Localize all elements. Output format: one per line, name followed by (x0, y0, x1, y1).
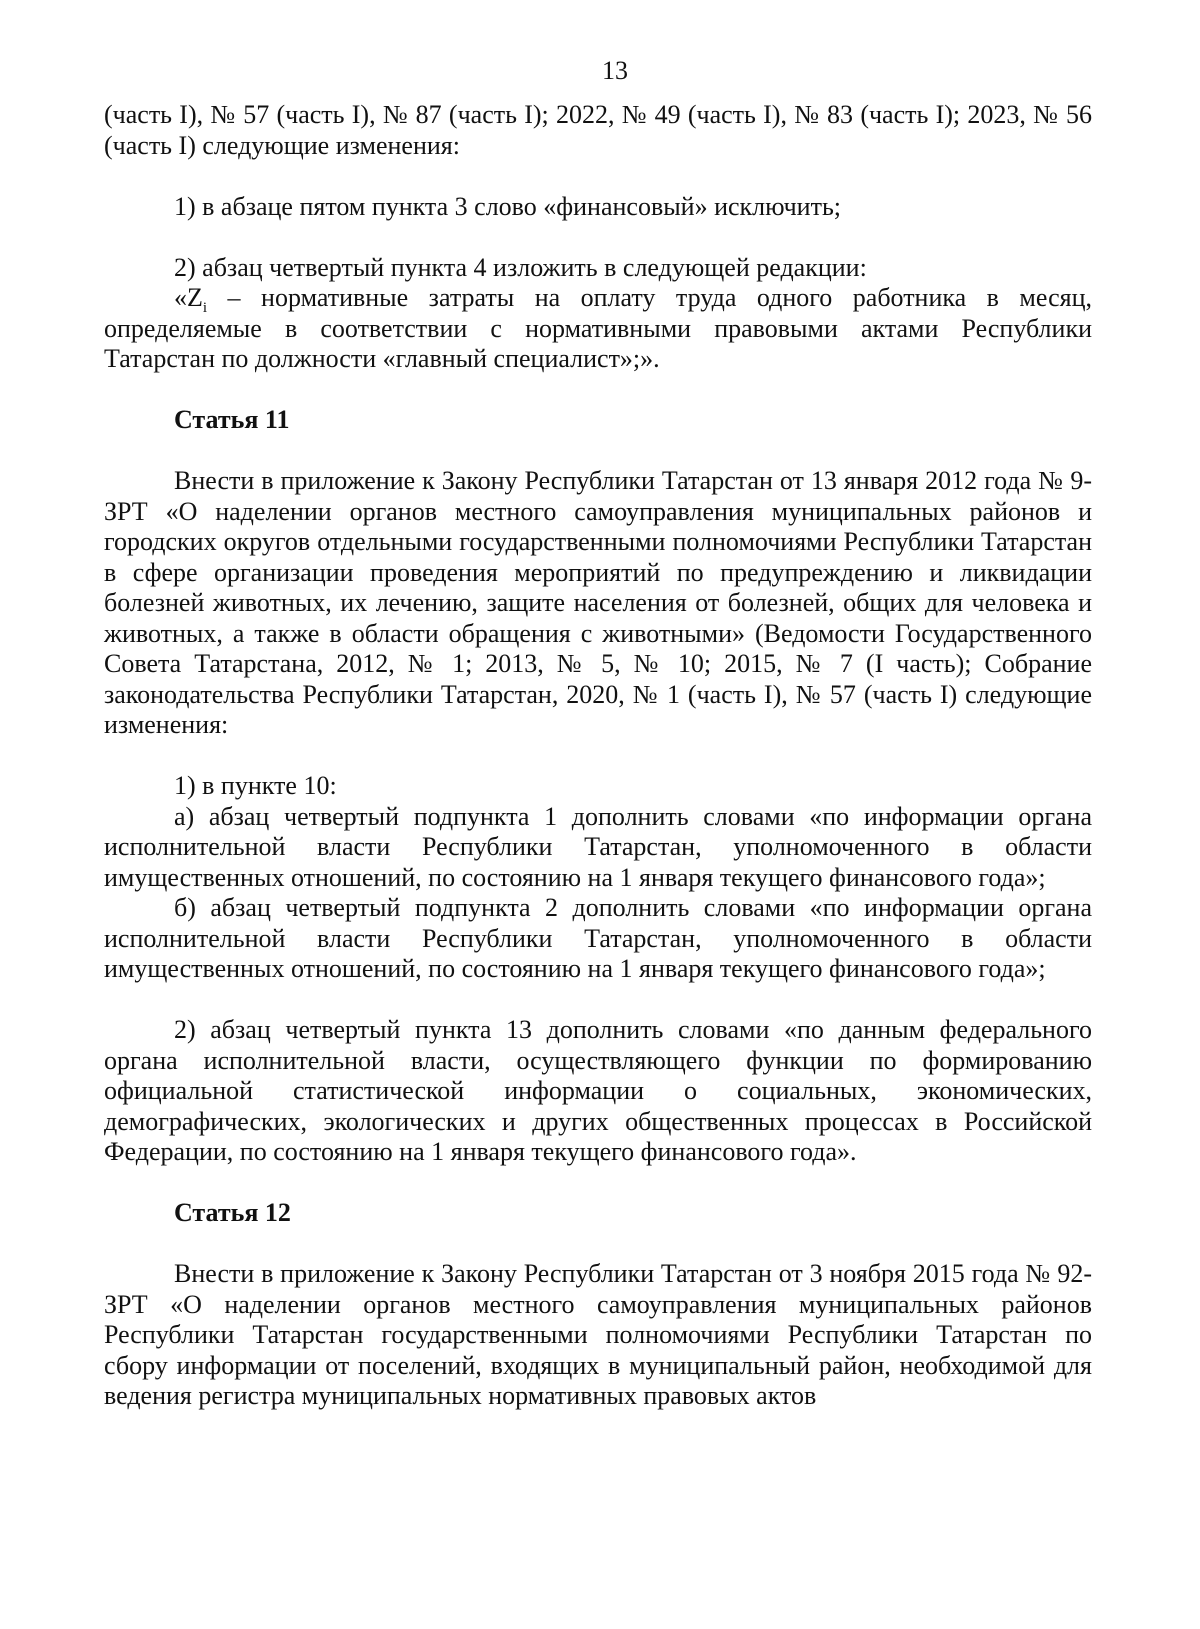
article-11-item-1b: б) абзац четвертый подпункта 2 дополнить словами «по информации органа исполнительной власти Республики Татарстан, уполномоченного в области имущественных отношений, по состоянию на 1 января текущего финансового года»; (104, 893, 1092, 983)
quote-open: «Z (174, 283, 203, 312)
prev-item-1: 1) в абзаце пятом пункта 3 слово «финансовый» исключить; (174, 191, 842, 221)
document-body (104, 100, 1092, 1412)
quoted-definition (104, 283, 1092, 375)
article-11-item-1a: а) абзац четвертый подпункта 1 дополнить словами «по информации органа исполнительной власти Республики Татарстан, уполномоченного в области имущественных отношений, по состоянию на 1 января текущего финансового года»; (104, 801, 1092, 892)
article-11-item-2: 2) абзац четвертый пункта 13 дополнить словами «по данным федерального органа исполнительной власти, осуществляющего функции по формированию официальной статистической информации о социальных, экономических, демографических, экологических и других общественных процессах в Российской Федерации, по состоянию на 1 января текущего финансового года». (104, 1015, 1092, 1166)
prev-item-2: 2) абзац четвертый пункта 4 изложить в следующей редакции: (174, 252, 867, 282)
article-11-item-1: 1) в пункте 10: (174, 771, 337, 800)
intro-continuation: (часть I), № 57 (часть I), № 87 (часть I); 2022, № 49 (часть I), № 83 (часть I); 2023, № 56 (часть I) следующие изменения: (104, 100, 1092, 160)
article-11-title: Статья 11 (174, 405, 290, 434)
quote-subscript: i (202, 300, 208, 317)
quote-rest: – нормативные затраты на оплату труда одного работника в месяц, определяемые в соответствии с нормативными правовыми актами Республики Татарстан по должности «главный специалист»;». (104, 283, 1092, 373)
article-11-intro: Внести в приложение к Закону Республики Татарстан от 13 января 2012 года № 9-ЗРТ «О наделении органов местного самоуправления муниципальных районов и городских округов отдельными государственными полномочиями Республики Татарстан в сфере организации проведения мероприятий по предупреждению и ликвидации болезней животных, их лечению, защите населения от болезней, общих для человека и животных, а также в области обращения с животными» (Ведомости Государственного Совета Татарстана, 2012, № 1; 2013, № 5, № 10; 2015, № 7 (I часть); Собрание законодательства Республики Татарстан, 2020, № 1 (часть I), № 57 (часть I) следующие изменения: (104, 466, 1092, 739)
page-number: 13 (602, 56, 628, 85)
article-12-intro: Внести в приложение к Закону Республики Татарстан от 3 ноября 2015 года № 92-ЗРТ «О наделении органов местного самоуправления муниципальных районов Республики Татарстан государственными полномочиями Республики Татарстан по сбору информации от поселений, входящих в муниципальный район, необходимой для ведения регистра муниципальных нормативных правовых актов (104, 1259, 1092, 1410)
article-12-title: Статья 12 (174, 1198, 291, 1227)
